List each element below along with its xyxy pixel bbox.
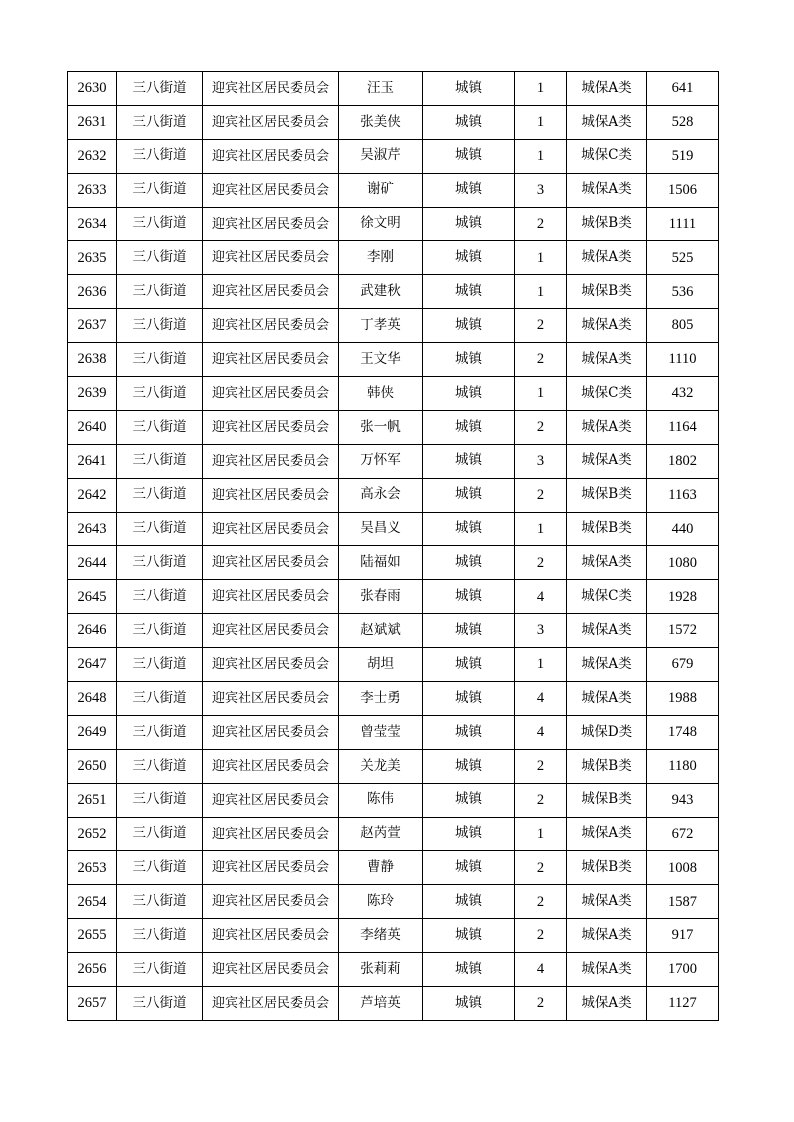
amount-cell: 1080: [647, 546, 719, 580]
category-cell: 城保A类: [567, 343, 647, 377]
name-cell: 丁孝英: [339, 309, 423, 343]
street-cell: 三八街道: [117, 139, 203, 173]
serial-number-cell: 2638: [68, 343, 117, 377]
area-type-cell: 城镇: [423, 72, 515, 106]
household-count-cell: 3: [515, 173, 567, 207]
street-cell: 三八街道: [117, 309, 203, 343]
serial-number-cell: 2634: [68, 207, 117, 241]
category-cell: 城保A类: [567, 309, 647, 343]
name-cell: 李刚: [339, 241, 423, 275]
area-type-cell: 城镇: [423, 885, 515, 919]
household-count-cell: 2: [515, 851, 567, 885]
serial-number-cell: 2649: [68, 715, 117, 749]
street-cell: 三八街道: [117, 275, 203, 309]
household-count-cell: 2: [515, 343, 567, 377]
table-row: [68, 72, 719, 106]
street-cell: 三八街道: [117, 173, 203, 207]
household-count-cell: 2: [515, 207, 567, 241]
amount-cell: 1127: [647, 987, 719, 1021]
name-cell: 韩侠: [339, 377, 423, 411]
name-cell: 武建秋: [339, 275, 423, 309]
table-row: [68, 241, 719, 275]
name-cell: 曾莹莹: [339, 715, 423, 749]
table-row: [68, 173, 719, 207]
name-cell: 吴昌义: [339, 512, 423, 546]
area-type-cell: 城镇: [423, 105, 515, 139]
table-row: [68, 139, 719, 173]
committee-cell: 迎宾社区居民委员会: [203, 783, 339, 817]
household-count-cell: 2: [515, 309, 567, 343]
amount-cell: 1587: [647, 885, 719, 919]
serial-number-cell: 2652: [68, 817, 117, 851]
serial-number-cell: 2632: [68, 139, 117, 173]
committee-cell: 迎宾社区居民委员会: [203, 377, 339, 411]
serial-number-cell: 2636: [68, 275, 117, 309]
committee-cell: 迎宾社区居民委员会: [203, 885, 339, 919]
household-count-cell: 2: [515, 783, 567, 817]
serial-number-cell: 2648: [68, 682, 117, 716]
street-cell: 三八街道: [117, 512, 203, 546]
household-count-cell: 2: [515, 919, 567, 953]
category-cell: 城保A类: [567, 546, 647, 580]
amount-cell: 432: [647, 377, 719, 411]
name-cell: 陈玲: [339, 885, 423, 919]
area-type-cell: 城镇: [423, 851, 515, 885]
table-row: [68, 343, 719, 377]
name-cell: 李绪英: [339, 919, 423, 953]
committee-cell: 迎宾社区居民委员会: [203, 275, 339, 309]
serial-number-cell: 2639: [68, 377, 117, 411]
street-cell: 三八街道: [117, 817, 203, 851]
area-type-cell: 城镇: [423, 749, 515, 783]
name-cell: 张莉莉: [339, 953, 423, 987]
table-body: [68, 72, 719, 1021]
serial-number-cell: 2630: [68, 72, 117, 106]
serial-number-cell: 2655: [68, 919, 117, 953]
amount-cell: 1928: [647, 580, 719, 614]
category-cell: 城保A类: [567, 885, 647, 919]
serial-number-cell: 2656: [68, 953, 117, 987]
table-row: [68, 817, 719, 851]
area-type-cell: 城镇: [423, 309, 515, 343]
name-cell: 陈伟: [339, 783, 423, 817]
household-count-cell: 2: [515, 749, 567, 783]
committee-cell: 迎宾社区居民委员会: [203, 648, 339, 682]
name-cell: 胡坦: [339, 648, 423, 682]
category-cell: 城保B类: [567, 749, 647, 783]
committee-cell: 迎宾社区居民委员会: [203, 207, 339, 241]
street-cell: 三八街道: [117, 105, 203, 139]
household-count-cell: 1: [515, 72, 567, 106]
street-cell: 三八街道: [117, 444, 203, 478]
table-row: [68, 410, 719, 444]
amount-cell: 1180: [647, 749, 719, 783]
street-cell: 三八街道: [117, 343, 203, 377]
household-count-cell: 4: [515, 715, 567, 749]
table-row: [68, 309, 719, 343]
committee-cell: 迎宾社区居民委员会: [203, 546, 339, 580]
area-type-cell: 城镇: [423, 275, 515, 309]
name-cell: 陆福如: [339, 546, 423, 580]
name-cell: 王文华: [339, 343, 423, 377]
household-count-cell: 3: [515, 444, 567, 478]
household-count-cell: 1: [515, 139, 567, 173]
category-cell: 城保B类: [567, 275, 647, 309]
name-cell: 赵斌斌: [339, 614, 423, 648]
household-count-cell: 2: [515, 987, 567, 1021]
table-row: [68, 478, 719, 512]
amount-cell: 1506: [647, 173, 719, 207]
beneficiary-table: [67, 71, 719, 1021]
area-type-cell: 城镇: [423, 987, 515, 1021]
table-row: [68, 648, 719, 682]
amount-cell: 641: [647, 72, 719, 106]
area-type-cell: 城镇: [423, 343, 515, 377]
name-cell: 高永会: [339, 478, 423, 512]
committee-cell: 迎宾社区居民委员会: [203, 851, 339, 885]
committee-cell: 迎宾社区居民委员会: [203, 343, 339, 377]
street-cell: 三八街道: [117, 919, 203, 953]
amount-cell: 672: [647, 817, 719, 851]
street-cell: 三八街道: [117, 478, 203, 512]
category-cell: 城保A类: [567, 953, 647, 987]
table-row: [68, 614, 719, 648]
name-cell: 曹静: [339, 851, 423, 885]
street-cell: 三八街道: [117, 614, 203, 648]
area-type-cell: 城镇: [423, 410, 515, 444]
committee-cell: 迎宾社区居民委员会: [203, 749, 339, 783]
serial-number-cell: 2651: [68, 783, 117, 817]
amount-cell: 1008: [647, 851, 719, 885]
committee-cell: 迎宾社区居民委员会: [203, 919, 339, 953]
street-cell: 三八街道: [117, 648, 203, 682]
name-cell: 张美侠: [339, 105, 423, 139]
serial-number-cell: 2644: [68, 546, 117, 580]
category-cell: 城保B类: [567, 851, 647, 885]
street-cell: 三八街道: [117, 207, 203, 241]
household-count-cell: 1: [515, 241, 567, 275]
category-cell: 城保A类: [567, 444, 647, 478]
category-cell: 城保A类: [567, 919, 647, 953]
amount-cell: 1572: [647, 614, 719, 648]
household-count-cell: 4: [515, 682, 567, 716]
amount-cell: 917: [647, 919, 719, 953]
committee-cell: 迎宾社区居民委员会: [203, 512, 339, 546]
street-cell: 三八街道: [117, 715, 203, 749]
amount-cell: 679: [647, 648, 719, 682]
area-type-cell: 城镇: [423, 546, 515, 580]
category-cell: 城保D类: [567, 715, 647, 749]
household-count-cell: 4: [515, 953, 567, 987]
street-cell: 三八街道: [117, 987, 203, 1021]
street-cell: 三八街道: [117, 410, 203, 444]
committee-cell: 迎宾社区居民委员会: [203, 173, 339, 207]
category-cell: 城保C类: [567, 139, 647, 173]
area-type-cell: 城镇: [423, 919, 515, 953]
area-type-cell: 城镇: [423, 139, 515, 173]
household-count-cell: 3: [515, 614, 567, 648]
name-cell: 万怀军: [339, 444, 423, 478]
amount-cell: 536: [647, 275, 719, 309]
amount-cell: 525: [647, 241, 719, 275]
serial-number-cell: 2647: [68, 648, 117, 682]
street-cell: 三八街道: [117, 749, 203, 783]
committee-cell: 迎宾社区居民委员会: [203, 614, 339, 648]
name-cell: 芦培英: [339, 987, 423, 1021]
area-type-cell: 城镇: [423, 953, 515, 987]
street-cell: 三八街道: [117, 241, 203, 275]
area-type-cell: 城镇: [423, 783, 515, 817]
name-cell: 关龙美: [339, 749, 423, 783]
serial-number-cell: 2633: [68, 173, 117, 207]
table-row: [68, 953, 719, 987]
name-cell: 李士勇: [339, 682, 423, 716]
amount-cell: 1988: [647, 682, 719, 716]
household-count-cell: 1: [515, 105, 567, 139]
category-cell: 城保B类: [567, 478, 647, 512]
serial-number-cell: 2650: [68, 749, 117, 783]
category-cell: 城保A类: [567, 72, 647, 106]
area-type-cell: 城镇: [423, 207, 515, 241]
category-cell: 城保A类: [567, 648, 647, 682]
area-type-cell: 城镇: [423, 173, 515, 207]
household-count-cell: 1: [515, 275, 567, 309]
committee-cell: 迎宾社区居民委员会: [203, 241, 339, 275]
household-count-cell: 2: [515, 410, 567, 444]
serial-number-cell: 2631: [68, 105, 117, 139]
table-row: [68, 851, 719, 885]
category-cell: 城保A类: [567, 614, 647, 648]
amount-cell: 1802: [647, 444, 719, 478]
table-row: [68, 207, 719, 241]
amount-cell: 1111: [647, 207, 719, 241]
household-count-cell: 2: [515, 478, 567, 512]
category-cell: 城保B类: [567, 783, 647, 817]
table-row: [68, 580, 719, 614]
serial-number-cell: 2637: [68, 309, 117, 343]
household-count-cell: 2: [515, 885, 567, 919]
committee-cell: 迎宾社区居民委员会: [203, 682, 339, 716]
street-cell: 三八街道: [117, 953, 203, 987]
household-count-cell: 4: [515, 580, 567, 614]
committee-cell: 迎宾社区居民委员会: [203, 410, 339, 444]
street-cell: 三八街道: [117, 783, 203, 817]
committee-cell: 迎宾社区居民委员会: [203, 580, 339, 614]
category-cell: 城保A类: [567, 105, 647, 139]
category-cell: 城保A类: [567, 987, 647, 1021]
amount-cell: 943: [647, 783, 719, 817]
table-row: [68, 546, 719, 580]
street-cell: 三八街道: [117, 72, 203, 106]
table-row: [68, 105, 719, 139]
category-cell: 城保A类: [567, 410, 647, 444]
committee-cell: 迎宾社区居民委员会: [203, 953, 339, 987]
committee-cell: 迎宾社区居民委员会: [203, 309, 339, 343]
table-row: [68, 444, 719, 478]
table-row: [68, 275, 719, 309]
serial-number-cell: 2645: [68, 580, 117, 614]
serial-number-cell: 2646: [68, 614, 117, 648]
amount-cell: 528: [647, 105, 719, 139]
category-cell: 城保A类: [567, 173, 647, 207]
name-cell: 徐文明: [339, 207, 423, 241]
table-row: [68, 512, 719, 546]
table-row: [68, 919, 719, 953]
committee-cell: 迎宾社区居民委员会: [203, 444, 339, 478]
area-type-cell: 城镇: [423, 614, 515, 648]
area-type-cell: 城镇: [423, 817, 515, 851]
committee-cell: 迎宾社区居民委员会: [203, 715, 339, 749]
serial-number-cell: 2643: [68, 512, 117, 546]
table-row: [68, 377, 719, 411]
committee-cell: 迎宾社区居民委员会: [203, 987, 339, 1021]
category-cell: 城保B类: [567, 207, 647, 241]
street-cell: 三八街道: [117, 885, 203, 919]
name-cell: 张一帆: [339, 410, 423, 444]
street-cell: 三八街道: [117, 580, 203, 614]
serial-number-cell: 2642: [68, 478, 117, 512]
name-cell: 赵芮萱: [339, 817, 423, 851]
street-cell: 三八街道: [117, 851, 203, 885]
committee-cell: 迎宾社区居民委员会: [203, 105, 339, 139]
committee-cell: 迎宾社区居民委员会: [203, 72, 339, 106]
category-cell: 城保C类: [567, 580, 647, 614]
table-row: [68, 987, 719, 1021]
household-count-cell: 2: [515, 546, 567, 580]
amount-cell: 440: [647, 512, 719, 546]
area-type-cell: 城镇: [423, 377, 515, 411]
name-cell: 吴淑芹: [339, 139, 423, 173]
street-cell: 三八街道: [117, 682, 203, 716]
street-cell: 三八街道: [117, 377, 203, 411]
amount-cell: 805: [647, 309, 719, 343]
household-count-cell: 1: [515, 817, 567, 851]
category-cell: 城保A类: [567, 241, 647, 275]
serial-number-cell: 2635: [68, 241, 117, 275]
household-count-cell: 1: [515, 512, 567, 546]
table-row: [68, 885, 719, 919]
amount-cell: 1700: [647, 953, 719, 987]
serial-number-cell: 2654: [68, 885, 117, 919]
amount-cell: 1164: [647, 410, 719, 444]
area-type-cell: 城镇: [423, 682, 515, 716]
committee-cell: 迎宾社区居民委员会: [203, 817, 339, 851]
category-cell: 城保C类: [567, 377, 647, 411]
amount-cell: 519: [647, 139, 719, 173]
category-cell: 城保A类: [567, 817, 647, 851]
amount-cell: 1163: [647, 478, 719, 512]
area-type-cell: 城镇: [423, 580, 515, 614]
serial-number-cell: 2641: [68, 444, 117, 478]
household-count-cell: 1: [515, 648, 567, 682]
name-cell: 谢矿: [339, 173, 423, 207]
street-cell: 三八街道: [117, 546, 203, 580]
table-row: [68, 783, 719, 817]
name-cell: 张春雨: [339, 580, 423, 614]
area-type-cell: 城镇: [423, 241, 515, 275]
category-cell: 城保A类: [567, 682, 647, 716]
household-count-cell: 1: [515, 377, 567, 411]
area-type-cell: 城镇: [423, 715, 515, 749]
area-type-cell: 城镇: [423, 478, 515, 512]
committee-cell: 迎宾社区居民委员会: [203, 139, 339, 173]
category-cell: 城保B类: [567, 512, 647, 546]
table-row: [68, 749, 719, 783]
amount-cell: 1748: [647, 715, 719, 749]
name-cell: 汪玉: [339, 72, 423, 106]
table-row: [68, 682, 719, 716]
serial-number-cell: 2657: [68, 987, 117, 1021]
serial-number-cell: 2640: [68, 410, 117, 444]
area-type-cell: 城镇: [423, 512, 515, 546]
area-type-cell: 城镇: [423, 648, 515, 682]
serial-number-cell: 2653: [68, 851, 117, 885]
table-row: [68, 715, 719, 749]
amount-cell: 1110: [647, 343, 719, 377]
area-type-cell: 城镇: [423, 444, 515, 478]
committee-cell: 迎宾社区居民委员会: [203, 478, 339, 512]
